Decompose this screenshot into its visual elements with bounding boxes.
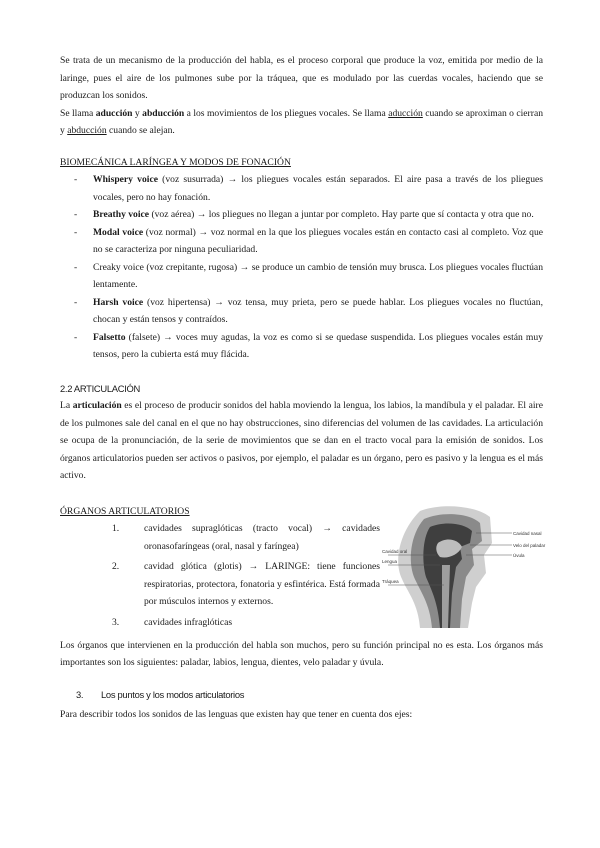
- intro-paragraph: Se trata de un mecanismo de la producción del habla, es el proceso corporal que produce la voz, emitida por medio de la laringe, pues el aire de los pulmones sube por la tráquea, que es modulado por las cuerdas vocales, haciendo que se produzcan los sonidos.: [60, 55, 543, 101]
- figure-label: Cavidad nasal: [513, 530, 542, 536]
- biomecanica-heading: BIOMECÁNICA LARÍNGEA Y MODOS DE FONACIÓN: [60, 156, 291, 168]
- articulacion-paragraph: La articulación es el proceso de producir sonidos del habla moviendo la lengua, los labios, la mandíbula y el paladar. El aire de los pulmones sale del canal en el que no hay obstrucciones, sino diferencias del volumen de las cavidades. La articulación se ocupa de la pronunciación, de la serie de movimientos que se dan en el tracto vocal para la emisión de sonidos. Los órganos articulatorios pueden ser activos o pasivos, por ejemplo, el paladar es un órgano, pero es pasivo y la lengua es el más activo.: [60, 400, 543, 481]
- aduccion-paragraph: Se llama aducción y abducción a los movimientos de los pliegues vocales. Se llama aducción cuando se aproximan o cierran y abducción cuando se alejan.: [60, 107, 544, 136]
- list-item: 3. cavidades infraglóticas: [112, 616, 233, 628]
- figure-label: Velo del paladar: [513, 542, 546, 548]
- organos-section: [60, 503, 546, 663]
- figure-label: Cavidad oral: [382, 548, 408, 554]
- list-item: 1. cavidades supraglóticas (tracto vocal) → cavidades oronasofaríngeas (oral, nasal y faríngea): [112, 523, 380, 552]
- document-page: [60, 52, 546, 724]
- organos-heading: ÓRGANOS ARTICULATORIOS: [60, 505, 190, 517]
- list-item: - Whispery voice (voz susurrada) → los pliegues vocales están separados. El aire pasa a través de los pliegues vocales, pero no hay fonación.: [74, 174, 544, 203]
- list-item: - Creaky voice (voz crepitante, rugosa) → se produce un cambio de tensión muy brusca. Los pliegues vocales fluctúan lentamente.: [74, 261, 543, 290]
- list-item: - Harsh voice (voz hipertensa) → voz tensa, muy prieta, pero se puede hablar. Los pliegues vocales no fluctúan, chocan y están tensos y contraídos.: [74, 296, 544, 325]
- list-item: - Falsetto (falsete) → voces muy agudas, la voz es como si se quedase suspendida. Los pliegues vocales están muy tensos, pero la cubierta está muy flácida.: [74, 331, 543, 360]
- vocal-tract-figure: [380, 503, 546, 628]
- organs-list: [112, 520, 380, 631]
- phonation-list: [60, 171, 543, 364]
- list-item: - Breathy voice (voz aérea) → los pliegues no llegan a juntar por completo. Hay parte que sí contacta y otra que no.: [74, 209, 534, 220]
- section-3-paragraph: Para describir todos los sonidos de las lenguas que existen hay que tener en cuenta dos ejes:: [60, 709, 413, 720]
- list-item: 2. cavidad glótica (glotis) → LARINGE: tiene funciones respiratorias, protectora, fonatoria y esfintérica. Está formada por músculos internos y externos.: [112, 561, 380, 607]
- articulacion-title: 2.2 ARTICULACIÓN: [60, 382, 140, 394]
- figure-label: Tráquea: [382, 578, 399, 584]
- list-item: - Modal voice (voz normal) → voz normal en la que los pliegues vocales están en contacto casi al completo. Voz que no se caracteriza por ninguna peculiaridad.: [74, 226, 544, 255]
- organos-closing-paragraph: Los órganos que intervienen en la producción del habla son muchos, pero su función principal no es esta. Los órganos más importantes son los siguientes: paladar, labios, lengua, dientes, velo paladar y úvula.: [60, 639, 543, 668]
- section-3-title: 3. Los puntos y los modos articulatorios: [76, 688, 245, 700]
- figure-label: Úvula: [513, 552, 525, 558]
- figure-label: Lengua: [382, 558, 398, 564]
